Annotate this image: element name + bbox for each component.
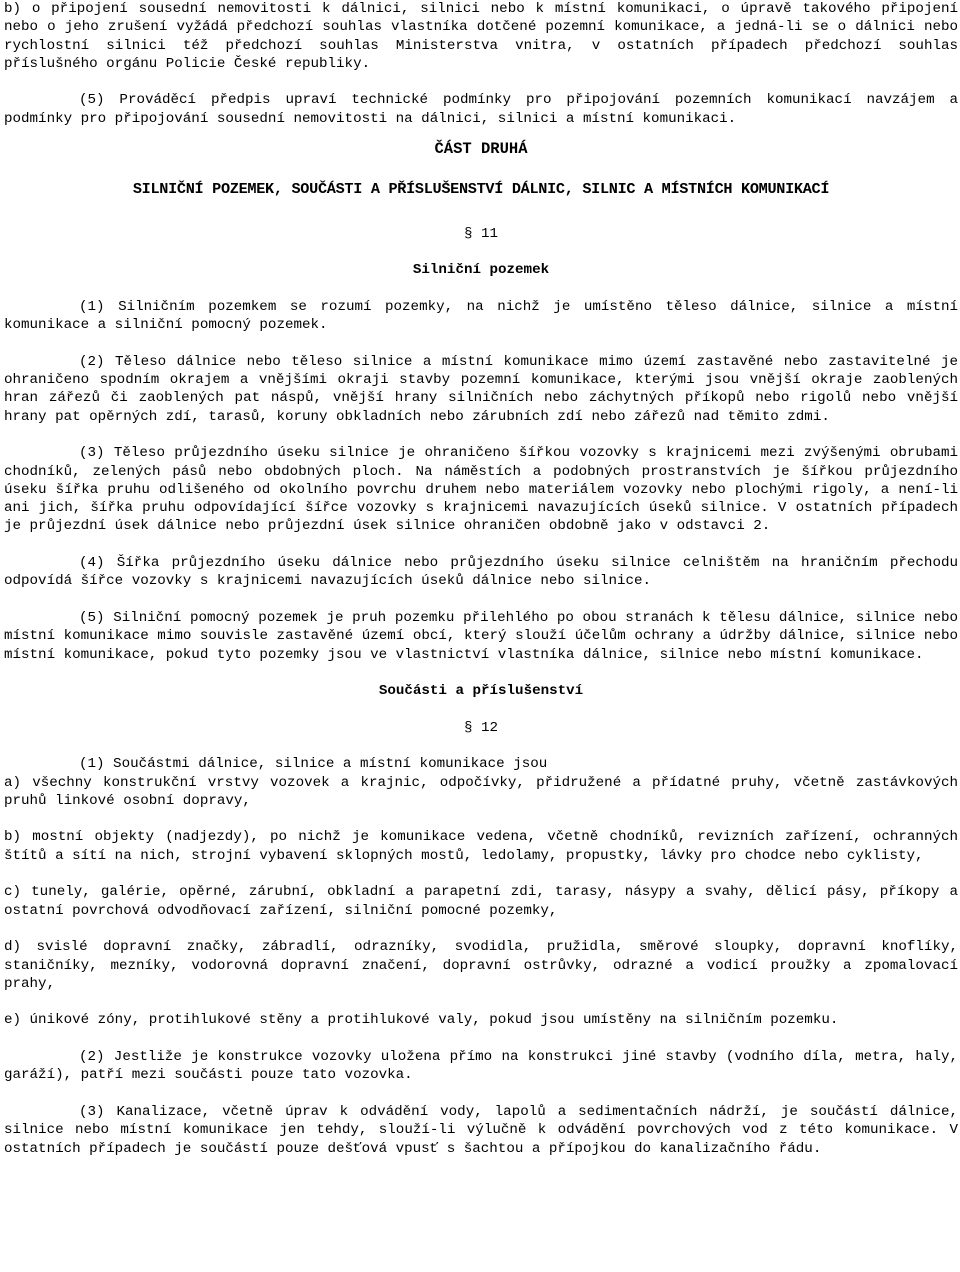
par11-subsection-5: (5) Silniční pomocný pozemek je pruh pozemku přilehlého po obou stranách k tělesu dálnice, silnice nebo místní komunikace mimo souvisle zastavěné území obcí, který slouží účelům ochrany a údržby dálnice, silnice nebo místní komunikace, pokud tyto pozemky jsou ve vlastnictví vlastníka dálnice, silnice nebo místní komunikace. bbox=[4, 609, 958, 663]
par12-item-a: a) všechny konstrukční vrstvy vozovek a krajnic, odpočívky, přidružené a přídatné pruhy, včetně zastávkových pruhů linkové osobní dopravy, bbox=[4, 774, 958, 809]
document-page bbox=[4, 0, 958, 1158]
par12-item-e: e) únikové zóny, protihlukové stěny a protihlukové valy, pokud jsou umístěny na silničním pozemku. bbox=[4, 1012, 839, 1029]
par12-lead: (1) Součástmi dálnice, silnice a místní komunikace jsou bbox=[79, 756, 548, 773]
par11-subsection-1: (1) Silničním pozemkem se rozumí pozemky, na nichž je umístěno těleso dálnice, silnice a místní komunikace a silniční pomocný pozemek. bbox=[4, 298, 958, 334]
par12-subsection-2: (2) Jestliže je konstrukce vozovky uložena přímo na konstrukci jiné stavby (vodního díla, metra, haly, garáží), patří mezi součásti pouze tato vozovka. bbox=[4, 1049, 958, 1084]
paragraph-heading-11: Silniční pozemek bbox=[412, 262, 550, 279]
par11-subsection-2: (2) Těleso dálnice nebo těleso silnice a místní komunikace mimo území zastavěné nebo zastavitelné je ohraničeno spodním okrajem a vnějšími okraji stavby pozemní komunikace, kterými jsou vnější okraje zaoblených hran zářezů či zaoblených pat náspů, vnější hrany silničních nebo záchytných příkopů nebo rigolů nebo vnější hrany pat opěrných zdí, tarasů, koruny obkladních nebo zárubních zdí nebo zářezů nad těmito zdmi. bbox=[4, 353, 958, 425]
part-title: ČÁST DRUHÁ bbox=[434, 140, 528, 159]
par11-subsection-3: (3) Těleso průjezdního úseku silnice je ohraničeno šířkou vozovky s krajnicemi mezi zvýšenými obrubami chodníků, zelených pásů nebo obdobných ploch. Na náměstích a podobných prostranstvích je šířkou průjezdního úseku šířka pruhu odlišeného od okolního povrchu druhem nebo materiálem vozovky nebo plochými rigoly, a není-li ani jich, šířka pruhu odpovídající šířce vozovky s krajnicemi navazujících úseků silnice. V ostatních případech je průjezdní úsek dálnice nebo průjezdní úsek silnice ohraničen obdobně jako v odstavci 2. bbox=[4, 445, 958, 535]
paragraph-intro-5: (5) Prováděcí předpis upraví technické podmínky pro připojování pozemních komunikací navzájem a podmínky pro připojování sousední nemovitosti na dálnici, silnici a místní komunikaci. bbox=[4, 92, 958, 127]
par12-item-c: c) tunely, galérie, opěrné, zárubní, obkladní a parapetní zdi, tarasy, násypy a svahy, dělicí pásy, příkopy a ostatní povrchová odvodňovací zařízení, silniční pomocné pozemky, bbox=[4, 884, 958, 919]
par12-item-d: d) svislé dopravní značky, zábradlí, odrazníky, svodidla, pružidla, směrové sloupky, dopravní knoflíky, staničníky, mezníky, vodorovná dopravní značení, dopravní ostrůvky, odrazné a vodicí proužky a zpomalovací prahy, bbox=[4, 939, 958, 992]
paragraph-heading-12: Součásti a příslušenství bbox=[378, 683, 584, 700]
paragraph-intro-b: b) o připojení sousední nemovitosti k dálnici, silnici nebo k místní komunikaci, o úpravě takového připojení nebo o jeho zrušení vyžádá předchozí souhlas vlastníka dotčené pozemní komunikace, a jedná-li se o dálnici nebo rychlostní silnici též předchozí souhlas Ministerstva vnitra, v ostatních případech předchozí souhlas příslušného orgánu Policie České republiky. bbox=[4, 1, 958, 72]
section-title: SILNIČNÍ POZEMEK, SOUČÁSTI A PŘÍSLUŠENSTVÍ DÁLNIC, SILNIC A MÍSTNÍCH KOMUNIKACÍ bbox=[132, 180, 830, 199]
paragraph-number-12: § 12 bbox=[463, 719, 499, 736]
par12-subsection-3: (3) Kanalizace, včetně úprav k odvádění vody, lapolů a sedimentačních nádrží, je součástí dálnice, silnice nebo místní komunikace jen tehdy, slouží-li výlučně k odvádění povrchových vod z této komunikace. V ostatních případech je součástí pouze dešťová vpusť s šachtou a přípojkou do kanalizačního řádu. bbox=[4, 1103, 958, 1157]
par11-subsection-4: (4) Šířka průjezdního úseku dálnice nebo průjezdního úseku silnice celništěm na hraničním přechodu odpovídá šířce vozovky s krajnicemi navazujících úseků dálnice nebo silnice. bbox=[4, 555, 958, 590]
par12-item-b: b) mostní objekty (nadjezdy), po nichž je komunikace vedena, včetně chodníků, revizních zařízení, ochranných štítů a sítí na nich, strojní vybavení sklopných mostů, ledolamy, propustky, lávky pro chodce nebo cyklisty, bbox=[4, 829, 958, 864]
paragraph-number-11: § 11 bbox=[463, 225, 499, 242]
